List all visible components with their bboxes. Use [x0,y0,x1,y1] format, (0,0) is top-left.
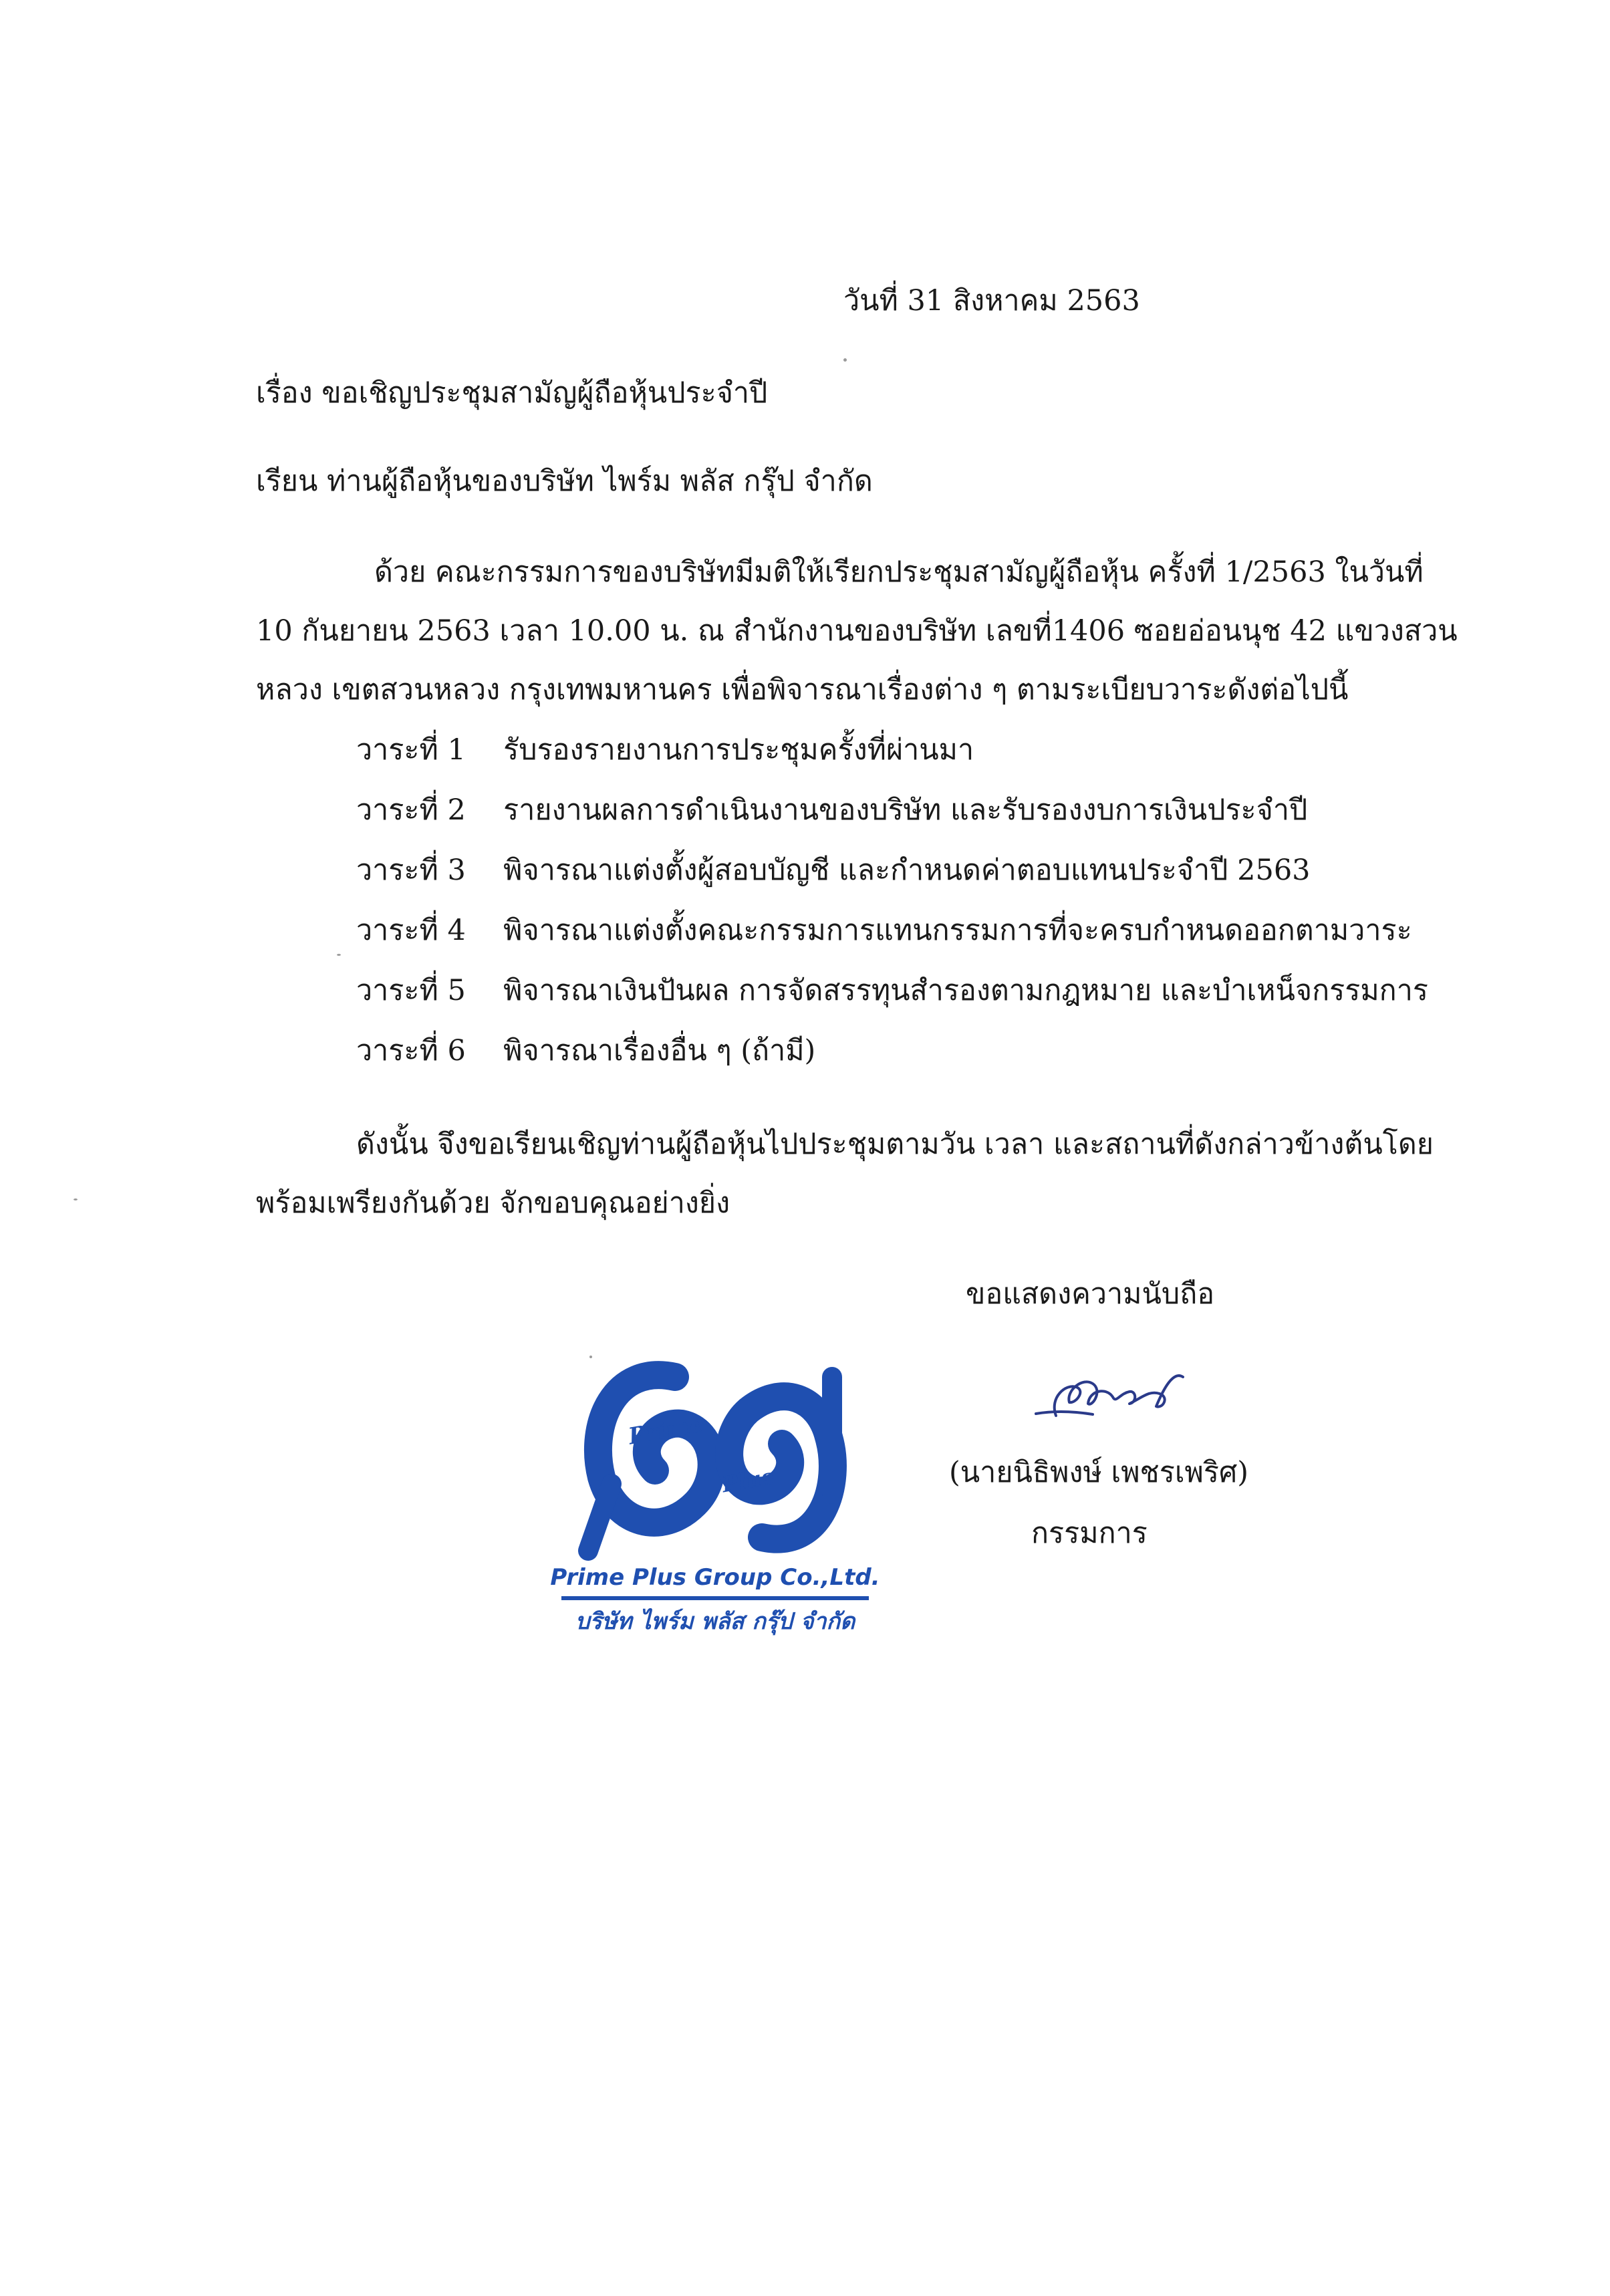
body-line-2: 10 กันยายน 2563 เวลา 10.00 น. ณ สำนักงานของบริษัท เลขที่1406 ซอยอ่อนนุช 42 แขวงสวน [256,614,1458,648]
agenda-item-4 [356,910,1412,950]
infinity-logo-icon [561,1350,869,1564]
scan-speck [843,358,847,362]
logo-company-en: Prime Plus Group Co.,Ltd. [550,1564,880,1591]
agenda-number: 6 [447,1034,466,1067]
agenda-text: พิจารณาแต่งตั้งผู้สอบบัญชี และกำหนดค่าตอบแทนประจำปี 2563 [503,854,1311,887]
scan-speck [589,1356,592,1358]
agenda-label: วาระที่ [356,793,438,827]
logo-word-prime: Prime [626,1410,706,1450]
agenda-item-2 [356,790,1307,830]
logo-company-th: บริษัท ไพร์ม พลัส กรุ๊ป จำกัด [575,1608,855,1635]
agenda-text: พิจารณาเรื่องอื่น ๆ (ถ้ามี) [503,1034,816,1067]
agenda-number: 5 [447,974,466,1007]
letter-salutation: เรียน ท่านผู้ถือหุ้นของบริษัท ไพร์ม พลัส กรุ๊ป จำกัด [256,465,873,498]
handwritten-signature [1029,1350,1190,1430]
conclusion-line-2: พร้อมเพรียงกันด้วย จักขอบคุณอย่างยิ่ง [256,1186,730,1220]
agenda-number: 4 [447,914,466,947]
closing-phrase: ขอแสดงความนับถือ [966,1277,1215,1311]
agenda-number: 1 [447,733,466,767]
signer-name: (นายนิธิพงษ์ เพชรเพริศ) [949,1456,1249,1489]
agenda-item-3 [356,850,1311,890]
agenda-label: วาระที่ [356,854,438,887]
logo-word-plus: Plus [720,1463,776,1498]
agenda-number: 3 [447,854,466,887]
letter-date: วันที่ 31 สิงหาคม 2563 [843,284,1140,317]
scan-speck [74,1198,78,1200]
logo-underline [561,1596,869,1600]
agenda-text: รายงานผลการดำเนินงานของบริษัท และรับรองงบการเงินประจำปี [503,793,1308,827]
agenda-text: รับรองรายงานการประชุมครั้งที่ผ่านมา [503,733,974,767]
conclusion-line-1: ดังนั้น จึงขอเรียนเชิญท่านผู้ถือหุ้นไปประชุมตามวัน เวลา และสถานที่ดังกล่าวข้างต้นโดย [356,1128,1434,1161]
letter-subject: เรื่อง ขอเชิญประชุมสามัญผู้ถือหุ้นประจำปี [256,376,768,410]
agenda-label: วาระที่ [356,733,438,767]
agenda-label: วาระที่ [356,914,438,947]
agenda-label: วาระที่ [356,974,438,1007]
agenda-text: พิจารณาแต่งตั้งคณะกรรมการแทนกรรมการที่จะครบกำหนดออกตามวาระ [503,914,1412,947]
agenda-number: 2 [447,793,466,827]
body-line-3: หลวง เขตสวนหลวง กรุงเทพมหานคร เพื่อพิจารณาเรื่องต่าง ๆ ตามระเบียบวาระดังต่อไปนี้ [256,673,1349,707]
agenda-item-1 [356,730,974,770]
agenda-text: พิจารณาเงินปันผล การจัดสรรทุนสำรองตามกฎหมาย และบำเหน็จกรรมการ [503,974,1428,1007]
scan-speck [337,954,341,956]
agenda-item-5 [356,971,1428,1011]
agenda-label: วาระที่ [356,1034,438,1067]
company-logo [548,1350,882,1644]
body-line-1: ด้วย คณะกรรมการของบริษัทมีมติให้เรียกประชุมสามัญผู้ถือหุ้น ครั้งที่ 1/2563 ในวันที่ [374,555,1424,589]
signer-title: กรรมการ [1031,1517,1148,1550]
agenda-item-6 [356,1031,815,1071]
